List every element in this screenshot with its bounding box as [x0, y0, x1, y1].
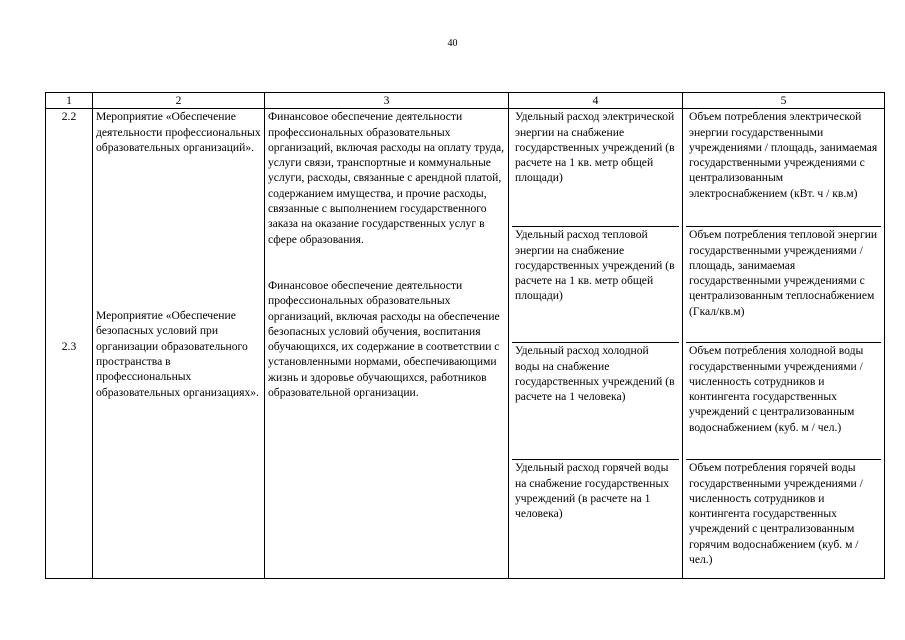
indicator-formula: Объем потребления электрической энергии государственными учреждениями / площадь, занимаемая государственными учреждениями с централизованным электроснабжением (кВт. ч / кв.м)	[689, 110, 878, 200]
event-cell	[93, 109, 265, 579]
indicator-name: Удельный расход электрической энергии на снабжение государственных учреждений (в расчете на 1 кв. метр общей площади)	[515, 110, 675, 185]
indicator-name: Удельный расход тепловой энергии на снабжение государственных учреждений (в расчете на 1 кв. метр общей площади)	[512, 226, 679, 342]
column-header-5: 5	[683, 93, 885, 109]
event-text: Мероприятие «Обеспечение деятельности профессиональных образовательных организаций».	[96, 110, 261, 154]
indicator-name: Удельный расход горячей воды на снабжение государственных учреждений (в расчете на 1 человека)	[512, 459, 679, 578]
page-number: 40	[447, 38, 458, 49]
table-row	[46, 109, 885, 579]
indicator-name: Удельный расход холодной воды на снабжение государственных учреждений (в расчете на 1 человека)	[512, 342, 679, 459]
indicators-table	[45, 92, 885, 579]
indicator-formula: Объем потребления горячей воды государственными учреждениями / численность сотрудников и контингента государственных учреждений с централизованным горячим водоснабжением (куб. м / чел.)	[686, 459, 881, 578]
indicator-formula: Объем потребления холодной воды государственными учреждениями / численность сотрудников и контингента государственных учреждений с централизованным водоснабжением (куб. м / чел.)	[686, 342, 881, 459]
row-numbers-cell	[46, 109, 93, 579]
column-header-3: 3	[265, 93, 509, 109]
row-number: 2.3	[61, 339, 77, 353]
financing-text: Финансовое обеспечение деятельности профессиональных образовательных организаций, включая расходы на обеспечение безопасных условий обучения, воспитания обучающихся, их содержание в соответствии с установленными нормами, обеспечивающими жизнь и здоровье обучающихся, работников образовательной организации.	[268, 278, 500, 400]
event-text: Мероприятие «Обеспечение безопасных условий при организации образовательного пространства в профессиональных образовательных организациях».	[96, 309, 259, 399]
financing-cell	[265, 109, 509, 579]
table-header-row	[46, 93, 885, 109]
indicator-name-cell	[509, 109, 683, 579]
financing-text: Финансовое обеспечение деятельности профессиональных образовательных организаций, включая расходы на оплату труда, услуги связи, транспортные и коммунальные услуги, расходы, связанные с арендной платой, содержанием имущества, и прочие расходы, связанные с выполнением государственного заказа на оказание государственных услуг в сфере образования.	[268, 110, 505, 246]
indicator-formula-cell	[683, 109, 885, 579]
row-number: 2.2	[61, 110, 77, 124]
indicator-formula: Объем потребления тепловой энергии государственными учреждениями / площадь, занимаемая государственными учреждениями с централизованным теплоснабжением (Гкал/кв.м)	[686, 226, 881, 342]
column-header-1: 1	[46, 93, 93, 109]
column-header-4: 4	[509, 93, 683, 109]
column-header-2: 2	[93, 93, 265, 109]
